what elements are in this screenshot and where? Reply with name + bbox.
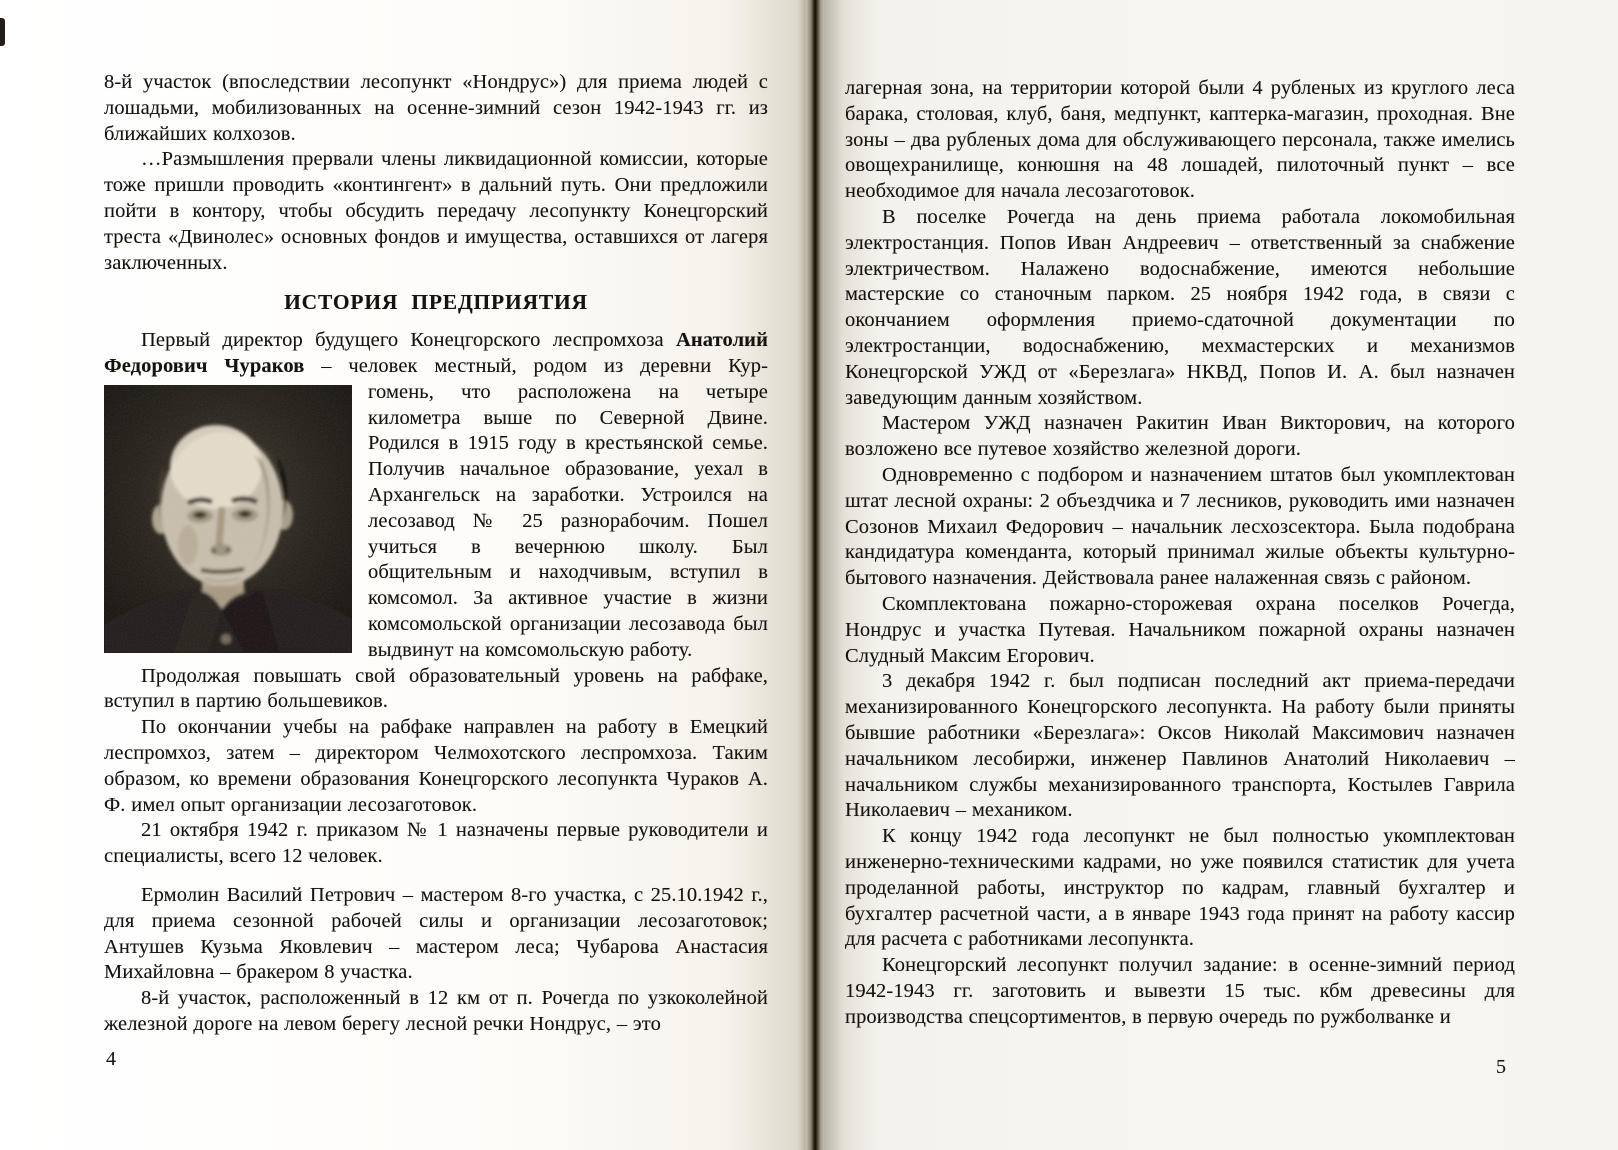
- section-heading: ИСТОРИЯ ПРЕДПРИЯТИЯ: [284, 290, 588, 315]
- paragraph-continuation: лагерная зона, на территории которой были 4 рубленых из круглого леса барака, столовая, клуб, баня, медпункт, каптерка-магазин, проходная. Вне зоны – два рубленых дома для обслуживающего персонала, также имелись овощехранилище, конюшня на 48 лошадей, пилоточный пункт – все необходимое для начала лесозаготовок.: [845, 77, 1515, 203]
- intro-text-after: – человек местный, родом из деревни Кур-: [304, 354, 768, 377]
- paragraph: 21 октября 1942 г. приказом № 1 назначены первые руководители и специалисты, всего 12 человек.: [104, 819, 768, 868]
- paragraph: Конецгорский лесопункт получил задание: в осенне-зимний период 1942-1943 гг. заготовить и вывезти 15 тыс. кбм древесины для производства спецсортиментов, в первую очередь по ружболванке и: [845, 954, 1515, 1028]
- paragraph: Скомплектована пожарно-сторожевая охрана поселков Рочегда, Нондрус и участка Путевая. Начальником пожарной охраны назначен Слудный Максим Егорович.: [845, 592, 1515, 667]
- page-number-right: 5: [1496, 1056, 1506, 1078]
- paragraph-biography-wrap: гомень, что расположена на четыре километра выше по Северной Двине. Родился в 1915 году в крестьянской семье. Получив начальное образование, уехал в Архангельск на заработки. Устроился на лесозавод № 25 разнорабочим. Пошел учиться в вечернюю школу. Был общительным и находчивым, вступил в комсомол. За активное участие в жизни комсомольской организации лесозавода был выдвинут на комсомольскую работу.: [368, 380, 768, 661]
- paragraph: Продолжая повышать свой образовательный уровень на рабфаке, вступил в партию большевиков.: [104, 664, 768, 713]
- book-spine-shadow: [806, 0, 824, 1150]
- portrait-photo: [104, 385, 352, 653]
- paragraph: …Размышления прервали члены ликвидационной комиссии, которые тоже пришли проводить «контингент» в дальний путь. Они предложили пойти в контору, чтобы обсудить передачу лесопункту Конецгорский треста «Двинолес» основных фондов и имущества, оставшихся от лагеря заключенных.: [104, 148, 768, 274]
- paragraph-continuation: 8-й участок (впоследствии лесопункт «Нондрус») для приема людей с лошадьми, мобилизованных на осенне-зимний сезон 1942-1943 гг. из ближайших колхозов.: [104, 71, 768, 145]
- director-name-bold: Анатолий Федорович Чураков: [104, 329, 768, 377]
- right-text-column: [845, 76, 1515, 1030]
- intro-text: Первый директор будущего Конецгорского леспромхоза: [141, 329, 676, 352]
- paragraph: Одновременно с подбором и назначением штатов был укомплектован штат лесной охраны: 2 объездчика и 7 лесников, руководить ими назначен Созонов Михаил Федорович – начальник лесхозсектора. Была подобрана кандидатура коменданта, который принимал жилые объекты культурно-бытового назначения. Действовала ранее налаженная связь с районом.: [845, 463, 1515, 590]
- portrait-photo-image: [104, 385, 352, 653]
- paragraph: 8-й участок, расположенный в 12 км от п. Рочегда по узкоколейной железной дороге на левом берегу лесной речки Нондрус, – это: [104, 987, 768, 1035]
- paragraph-appointments: Ермолин Василий Петрович – мастером 8-го участка, с 25.10.1942 г., для приема сезонной рабочей силы и организации лесозаготовок; Антушев Кузьма Яковлевич – мастером леса; Чубарова Анастасия Михайловна – бракером 8 участка.: [104, 883, 768, 984]
- paragraph: Мастером УЖД назначен Ракитин Иван Викторович, на которого возложено все путевое хозяйство железной дороги.: [845, 412, 1515, 461]
- scan-edge-mark: [0, 18, 5, 46]
- photo-text-flow: [104, 380, 768, 715]
- paragraph: К концу 1942 года лесопункт не был полностью укомплектован инженерно-техническими кадрами, но уже появился статистик для учета проделанной работы, инструктор по кадрам, главный бухгалтер и бухгалтер расчетной части, а в январе 1943 года принят на работу кассир для расчета с работниками лесопункта.: [845, 825, 1515, 951]
- page-number-left: 4: [106, 1048, 116, 1070]
- paragraph: В поселке Рочегда на день приема работала локомобильная электростанция. Попов Иван Андреевич – ответственный за снабжение электричеством. Налажено водоснабжение, имеются небольшие мастерские со станочным парком. 25 ноября 1942 года, в связи с окончанием оформления приемо-сдаточной документации по электростанции, водоснабжению, мехмастерских и механизмов Конецгорской УЖД от «Березлага» НКВД, Попов И. А. был назначен заведующим данным хозяйством.: [845, 205, 1515, 409]
- paragraph-director-intro: [104, 328, 768, 380]
- page-right: [824, 0, 1618, 1150]
- page-left: [0, 0, 806, 1150]
- left-text-column: [104, 70, 768, 1038]
- paragraph: 3 декабря 1942 г. был подписан последний акт приема-передачи механизированного Конецгорского лесопункта. На работу были приняты бывшие работники «Березлага»: Оксов Николай Максимович назначен начальником лесобиржи, инженер Павлинов Анатолий Николаевич – начальником службы механизированного транспорта, Костылев Гаврила Николаевич – механиком.: [845, 670, 1515, 822]
- paragraph: По окончании учебы на рабфаке направлен на работу в Емецкий леспромхоз, затем – директором Челмохотского леспромхоза. Таким образом, ко времени образования Конецгорского лесопункта Чураков А. Ф. имел опыт организации лесозаготовок.: [104, 716, 768, 816]
